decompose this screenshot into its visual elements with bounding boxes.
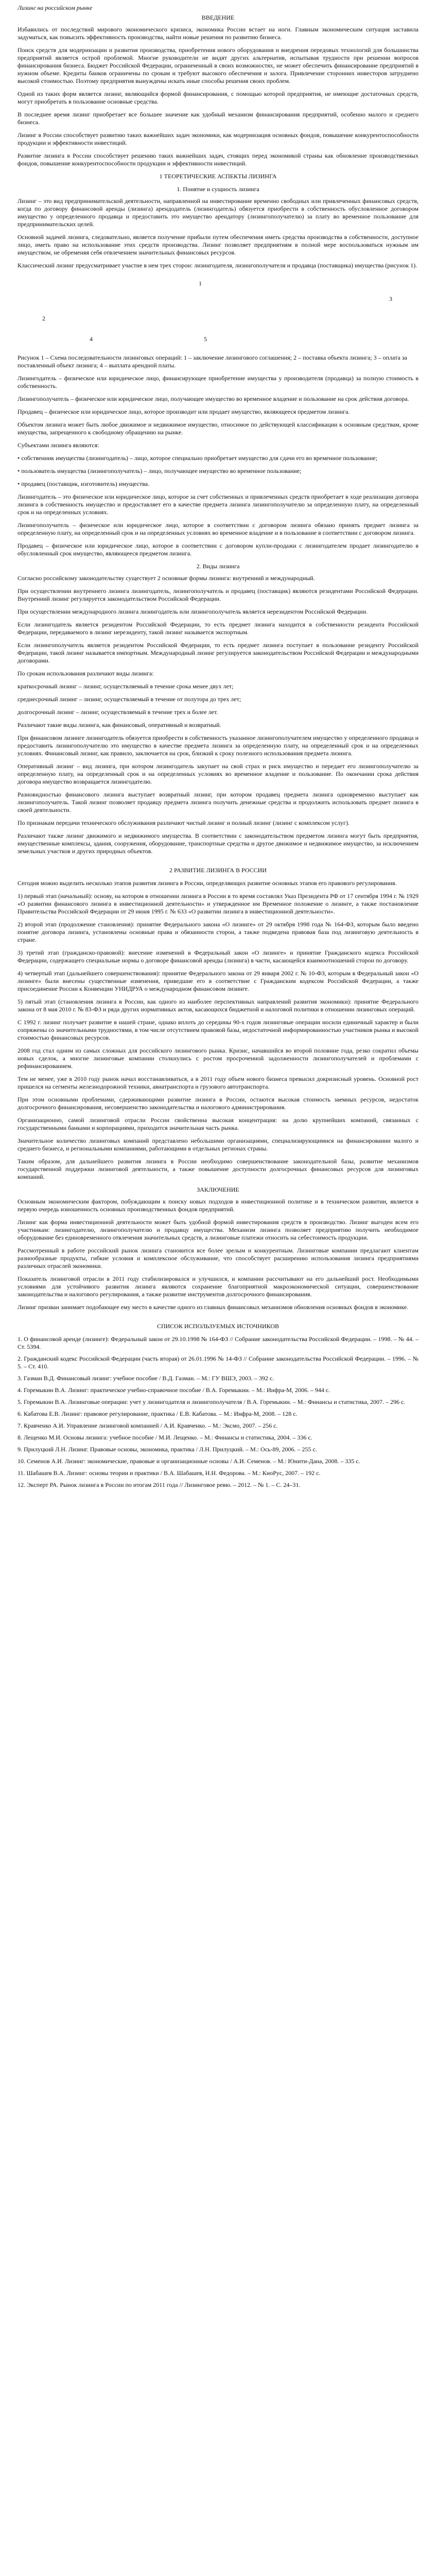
paragraph: Лизингополучатель – физическое или юридическое лицо, которое в соответствии с договором лизинга обязано принять предмет лизинга за определенную плату, на определенный срок и на определенных условиях во временное владение и в пользование в соответствии с договором лизинга. [18, 521, 418, 536]
heading-conclusion: ЗАКЛЮЧЕНИЕ [197, 1186, 239, 1193]
paragraph: Лизинг – это вид предпринимательской деятельности, направленной на инвестирование временно свободных или привлеченных финансовых средств, когда по договору финансовой аренды (лизинга) арендодатель (лизингодатель) обязуется приобрести в собственность обусловленное договором имущество у определенного продавца и предоставить это имущество арендатору (лизингополучателю) за плату во временное пользование для предпринимательских целей. [18, 197, 418, 228]
paragraph: Классический лизинг предусматривает участие в нем трех сторон: лизингодателя, лизингополучателя и продавца (поставщика) имущества (рисунок 1). [18, 262, 417, 269]
diagram-label: 4 [90, 335, 93, 343]
reference-item: 1. О финансовой аренде (лизинге): Федеральный закон от 29.10.1998 № 164-ФЗ // Собрание законодательства Российской Федерации. – 1998. – № 44. – Ст. 5394. [18, 1335, 418, 1350]
paragraph: Основной задачей лизинга, следовательно, является получение прибыли путем обеспечения иметь средства производства в собственности, доступное лицо, иметь право на использование этих средств производства. Лизинг позволяет предприятиям в полной мере воспользоваться нужным им имуществом, не обременяя себя отвлечением значительных финансовых ресурсов. [18, 233, 418, 256]
paragraph: Оперативный лизинг – вид лизинга, при котором лизингодатель закупает на свой страх и риск имущество и передает его лизингополучателю за определенную плату, на определенный срок и на определенных условиях во временное владение и пользование. По окончании срока действия договора имущество возвращается лизингодателю. [18, 762, 418, 785]
reference-item: 8. Лещенко М.И. Основы лизинга: учебное пособие / М.И. Лещенко. – М.: Финансы и статистика, 2004. – 336 с. [18, 1434, 312, 1441]
diagram-label: 1 [199, 280, 202, 287]
reference-item: 7. Кравченко А.И. Управление лизинговой компанией / А.И. Кравченко. – М.: Эксмо, 2007. – 256 с. [18, 1422, 278, 1429]
paragraph: Сегодня можно выделить несколько этапов развития лизинга в России, определяющих развитие основных этапов его правового регулирования. [18, 879, 397, 887]
list-item: • продавец (поставщик, изготовитель) имущества. [18, 480, 150, 487]
heading-chapter-1: 1 ТЕОРЕТИЧЕСКИЕ АСПЕКТЫ ЛИЗИНГА [159, 173, 277, 180]
paragraph: Различают также лизинг движимого и недвижимого имущества. В соответствии с законодательством предметом лизинга могут быть предприятия, имущественные комплексы, здания, сооружения, оборудование, транспортные средства и другое движимое и недвижимое имущество, за исключением земельных участков и других природных объектов. [18, 832, 418, 855]
paragraph: Избавились от последствий мирового экономического кризиса, экономика России встает на ноги. Главным экономическим ситуация заставила задуматься, как повысить эффективность производства, найти новые решения по развитию бизнеса. [18, 26, 418, 41]
list-item: • пользователь имущества (лизингополучатель) – лицо, получающее имущество во временное пользование; [18, 467, 302, 474]
reference-item: 2. Гражданский кодекс Российской Федерации (часть вторая) от 26.01.1996 № 14-ФЗ // Собрание законодательства Российской Федерации. – 1996. – № 5. – Ст. 410. [18, 1355, 418, 1370]
paragraph: краткосрочный лизинг – лизинг, осуществляемый в течение срока менее двух лет; [18, 683, 234, 690]
paragraph: При финансовом лизинге лизингодатель обязуется приобрести в собственность указанное лизингополучателем имущество у определенного продавца и предоставить лизингополучателю это имущество в качестве предмета лизинга за определенную плату, на определенный срок и на определенных условиях. Финансовый лизинг, как правило, заключается на срок, близкий к сроку полезного использования предмета лизинга. [18, 734, 418, 757]
paragraph: В последнее время лизинг приобретает все большее значение как удобный механизм финансирования предприятий, особенно малого и среднего бизнеса. [18, 111, 418, 126]
paragraph: Лизинг в России способствует развитию таких важнейших задач экономики, как модернизация основных фондов, повышение конкурентоспособности продукции и эффективности инвестиций. [18, 131, 418, 146]
figure-caption: Рисунок 1 – Схема последовательности лизинговых операций: 1 – заключение лизингового соглашения; 2 – поставка объекта лизинга; 3 – оплата за поставленный объект лизинга; 4 – выплата арендной платы. [18, 354, 407, 369]
references-list [18, 1335, 418, 1489]
diagram-label: 3 [389, 295, 392, 302]
paragraph: Лизингодатель – это физическое или юридическое лицо, которое за счет собственных и привлеченных средств приобретает в ходе реализации договора лизинга в собственность имущество и предоставляет его в качестве предмета лизинга лизингополучателю за определенную плату, на определенный срок и на определенных условиях. [18, 493, 418, 516]
paragraph: Лизингодатель – физическое или юридическое лицо, финансирующее приобретение имущества у производителя (продавца) за полную стоимость в собственность. [18, 375, 418, 389]
reference-item: 11. Шабашев В.А. Лизинг: основы теории и практики / В.А. Шабашев, Н.Н. Федорова. – М.: КноРус, 2007. – 192 с. [18, 1469, 321, 1477]
paragraph: долгосрочный лизинг – лизинг, осуществляемый в течение трех и более лет. [18, 708, 218, 716]
paragraph: 5) пятый этап (становления лизинга в России, как одного из наиболее перспективных направлений развития экономики): принятие Федерального закона от 8 мая 2010 г. № 83-ФЗ и ряда других нормативных актов, касающихся бюджетной и налоговой политики в отношении лизинговых операций. [18, 998, 418, 1013]
reference-item: 4. Горемыкин В.А. Лизинг: практическое учебно-справочное пособие / В.А. Горемыкин. – М.: Инфра-М, 2006. – 944 с. [18, 1386, 330, 1394]
reference-item: 9. Прилуцкий Л.Н. Лизинг. Правовые основы, экономика, практика / Л.Н. Прилуцкий. – М.: Ось-89, 2006. – 255 с. [18, 1446, 317, 1453]
section-1-1 [18, 197, 418, 269]
paragraph: Значительное количество лизинговых компаний представлено небольшими организациями, специализирующимися на финансировании малого и среднего бизнеса, и региональными компаниями, работающими в отдельных регионах страны. [18, 1137, 418, 1152]
paragraph: Поиск средств для модернизации и развития производства, приобретения нового оборудования и внедрения передовых технологий для большинства предприятий является острой проблемой. Многие руководители не видят других альтернатив, испытывая трудности при решении вопросов финансирования бизнеса. Бюджет Российской Федерации, ограниченный в своих возможностях, не может обеспечить финансирование предприятий в нужном объеме. Кредиты банков ограничены по срокам и требуют высокого обеспечения и залога. Привлечение сторонних инвесторов затруднено высокой стоимостью. Поэтому предприятия вынуждены искать иные способы решения своих проблем. [18, 46, 418, 84]
document-title: Лизинг на российском рынке [18, 4, 93, 11]
heading-section-1-2: 2. Виды лизинга [196, 563, 240, 570]
paragraph: Объектом лизинга может быть любое движимое и недвижимое имущество, относимое по действующей классификации к основным средствам, кроме имущества, запрещенного к свободному обращению на рынке. [18, 421, 418, 436]
heading-chapter-2: 2 РАЗВИТИЕ ЛИЗИНГА В РОССИИ [169, 867, 267, 874]
paragraph: При осуществлении международного лизинга лизингодатель или лизингополучатель является нерезидентом Российской Федерации. [18, 608, 368, 615]
paragraph: С 1992 г. лизинг получает развитие в нашей стране, однако вплоть до середины 90-х годов лизинговые операции носили единичный характер и были сопряжены со значительными трудностями, в том числе отсутствием правовой базы, недостаточной информированностью участников рынка и высокой стоимостью финансовых ресурсов. [18, 1019, 418, 1041]
paragraph: Различают такие виды лизинга, как финансовый, оперативный и возвратный. [18, 721, 221, 728]
paragraph: Одной из таких форм является лизинг, являющийся формой финансирования, с помощью которой предприятия, не имеющие достаточных средств, могут приобретать в пользование основные средства. [18, 90, 418, 105]
list-item: • собственник имущества (лизингодатель) – лицо, которое специально приобретает имущество для сдачи его во временное пользование; [18, 454, 378, 462]
paragraph: Если лизингополучатель является резидентом Российской Федерации, то есть предмет лизинга поступает в пользование резиденту Российской Федерации, такой лизинг называется импортным. Международный лизинг регулируется законодательством Российской Федерации и международными договорами. [18, 641, 418, 664]
paragraph: 3) третий этап (гражданско-правовой): внесение изменений в Федеральный закон «О лизинге» и принятие Гражданского кодекса Российской Федерации, содержащего специальные нормы о договоре финансовой аренды (лизинга) в части, касающейся взаимоотношений сторон по договору. [18, 949, 418, 964]
paragraph: Согласно российскому законодательству существует 2 основные формы лизинга: внутренний и международный. [18, 574, 315, 582]
reference-item: 12. Эксперт РА. Рынок лизинга в России по итогам 2011 года // Лизинговое ревю. – 2012. – № 1. – С. 24–31. [18, 1481, 301, 1488]
paragraph: Если лизингодатель является резидентом Российской Федерации, то есть предмет лизинга находится в собственности резидента Российской Федерации, передаваемого в лизинг нерезиденту, такой лизинг называется экспортным. [18, 621, 418, 636]
paragraph: среднесрочный лизинг – лизинг, осуществляемый в течение от полутора до трех лет; [18, 696, 241, 703]
paragraph: Лизингополучатель – физическое или юридическое лицо, получающее имущество во временное владение и пользование на срок действия договора. [18, 395, 409, 402]
reference-item: 5. Горемыкин В.А. Лизинговые операции: учет у лизингодателя и лизингополучателя / В.А. Горемыкин. – М.: Финансы и статистика, 2007. – 296 с. [18, 1398, 406, 1405]
paragraph: По признакам передачи технического обслуживания различают чистый лизинг и полный лизинг (лизинг с комплексом услуг). [18, 819, 350, 826]
section-1-2 [18, 574, 418, 855]
heading-introduction: ВВЕДЕНИЕ [201, 14, 235, 21]
paragraph: 2008 год стал одним из самых сложных для российского лизингового рынка. Кризис, начавшийся во второй половине года, резко сократил объемы новых сделок, а многие лизинговые компании столкнулись с ростом просроченной задолженности лизингополучателей и проблемами с рефинансированием. [18, 1047, 418, 1070]
heading-section-1-1: 1. Понятие и сущность лизинга [177, 185, 259, 193]
reference-item: 3. Газман В.Д. Финансовый лизинг: учебное пособие / В.Д. Газман. – М.: ГУ ВШЭ, 2003. – 392 с. [18, 1375, 274, 1382]
diagram-label: 5 [204, 335, 207, 343]
paragraph: 2) второй этап (продолжение становления): принятие Федерального закона «О лизинге» от 29 октября 1998 года № 164-ФЗ, которым было введено понятие договора лизинга, установлены основные права и обязанности сторон, а также подведена правовая база под лизинговую деятельность в стране. [18, 921, 418, 943]
leasing-scheme-diagram [18, 275, 418, 353]
paragraph: При осуществлении внутреннего лизинга лизингодатель, лизингополучатель и продавец (поставщик) являются резидентами Российской Федерации. Внутренний лизинг регулируется законодательством Российской Федерации. [18, 587, 418, 602]
paragraph: Рассмотренный в работе российский рынок лизинга становится все более зрелым и конкурентным. Лизинговые компании предлагают клиентам разнообразные продукты, гибкие условия и комплексное обслуживание, что способствует расширению использования лизинга предприятиями различных отраслей экономики. [18, 1247, 418, 1269]
heading-references: СПИСОК ИСПОЛЬЗУЕМЫХ ИСТОЧНИКОВ [156, 1323, 280, 1330]
paragraph: Основным экономическим фактором, побуждающим к поиску новых подходов в инвестиционной политике и в техническом развитии, является в первую очередь изношенность основных производственных фондов предприятий. [18, 1198, 418, 1213]
paragraph: Развитие лизинга в России способствует решению таких важнейших задач, стоящих перед экономикой страны как обновление производственных фондов, повышение конкурентоспособности продукции и эффективности инвестиций. [18, 152, 418, 167]
reference-item: 6. Кабатова Е.В. Лизинг: правовое регулирование, практика / Е.В. Кабатова. – М.: Инфра-М, 2008. – 128 с. [18, 1410, 298, 1417]
paragraph: Продавец – физическое или юридическое лицо, которое производит или продает имущество, являющееся предметом лизинга. [18, 408, 350, 415]
diagram-label: 2 [42, 315, 45, 322]
section-1-1-continued [18, 375, 418, 557]
paragraph: По срокам использования различают виды лизинга: [18, 670, 154, 677]
paragraph: При этом основными проблемами, сдерживающими развитие лизинга в России, остаются высокая стоимость заемных ресурсов, недостаток долгосрочного финансирования, несовершенство законодательства и налогового администрирования. [18, 1096, 418, 1111]
section-2 [18, 879, 418, 1181]
paragraph: Лизинг призван занимает подобающее ему место в качестве одного из главных финансовых механизмов обновления основных фондов в экономике. [18, 1303, 409, 1311]
paragraph: Организационно, самой лизинговой отрасли России свойственна высокая концентрация: на долю крупнейших компаний, связанных с государственными банками и корпорациями, приходится значительная часть рынка. [18, 1116, 418, 1131]
paragraph: Лизинг как форма инвестиционной деятельности может быть удобной формой инвестирования средств в производство. Лизинг выгоден всем его участникам: лизингодателю, лизингополучателю и продавцу имущества. Механизм лизинга позволяет предприятию получить необходимое оборудование без единовременного отвлечения значительных средств, а лизинговые платежи относить на себестоимость продукции. [18, 1218, 418, 1241]
conclusion-section [18, 1198, 418, 1311]
paragraph: 1) первый этап (начальный): основу, на котором в отношении лизинга в России в то время составлял Указ Президента РФ от 17 сентября 1994 г. № 1929 «О развитии финансового лизинга в инвестиционной деятельности» и утвержденное им Временное положение о лизинге, а также постановление Правительства Российской Федерации от 29 июня 1995 г. № 633 «О развитии лизинга в инвестиционной деятельности». [18, 892, 418, 915]
paragraph: 4) четвертый этап (дальнейшего совершенствования): принятие Федерального закона от 29 января 2002 г. № 10-ФЗ, которым в Федеральный закон «О лизинге» были внесены существенные изменения, приведшие его в соответствие с Гражданским кодексом Российской Федерации, а также присоединение России к Конвенции УНИДРУА о международном финансовом лизинге. [18, 970, 418, 992]
introduction-section [18, 26, 418, 167]
reference-item: 10. Семенов А.И. Лизинг: экономические, правовые и организационные основы / А.И. Семенов. – М.: Юнити-Дана, 2008. – 335 с. [18, 1458, 360, 1465]
paragraph: Таким образом, для дальнейшего развития лизинга в России необходимо совершенствование законодательной базы, развитие механизмов государственной поддержки лизинговой деятельности, а также повышение доступности долгосрочных финансовых ресурсов для лизинговых компаний. [18, 1158, 418, 1180]
paragraph: Субъектами лизинга являются: [18, 442, 99, 449]
paragraph: Тем не менее, уже в 2010 году рынок начал восстанавливаться, а в 2011 году объем нового бизнеса превысил докризисный уровень. Основной рост пришелся на сегменты железнодорожной техники, авиатранспорта и грузового автотранспорта. [18, 1075, 418, 1090]
paragraph: Разновидностью финансового лизинга выступает возвратный лизинг, при котором продавец предмета лизинга одновременно выступает как лизингополучатель. Такой лизинг позволяет продавцу предмета лизинга получить денежные средства и продолжить использовать предмет лизинга в своей деятельности. [18, 791, 418, 814]
paragraph: Продавец – физическое или юридическое лицо, которое в соответствии с договором купли-продажи с лизингодателем продает лизингодателю в обусловленный срок имущество, являющееся предметом лизинга. [18, 542, 418, 557]
paragraph: Показатель лизинговой отрасли в 2011 году стабилизировался и улучшился, и компании рассчитывают на его дальнейший рост. Необходимыми условиями для устойчивого развития лизинга являются сохранение благоприятной макроэкономической ситуации, совершенствование законодательства и налогового регулирования, а также развитие инструментов долгосрочного финансирования. [18, 1275, 418, 1298]
